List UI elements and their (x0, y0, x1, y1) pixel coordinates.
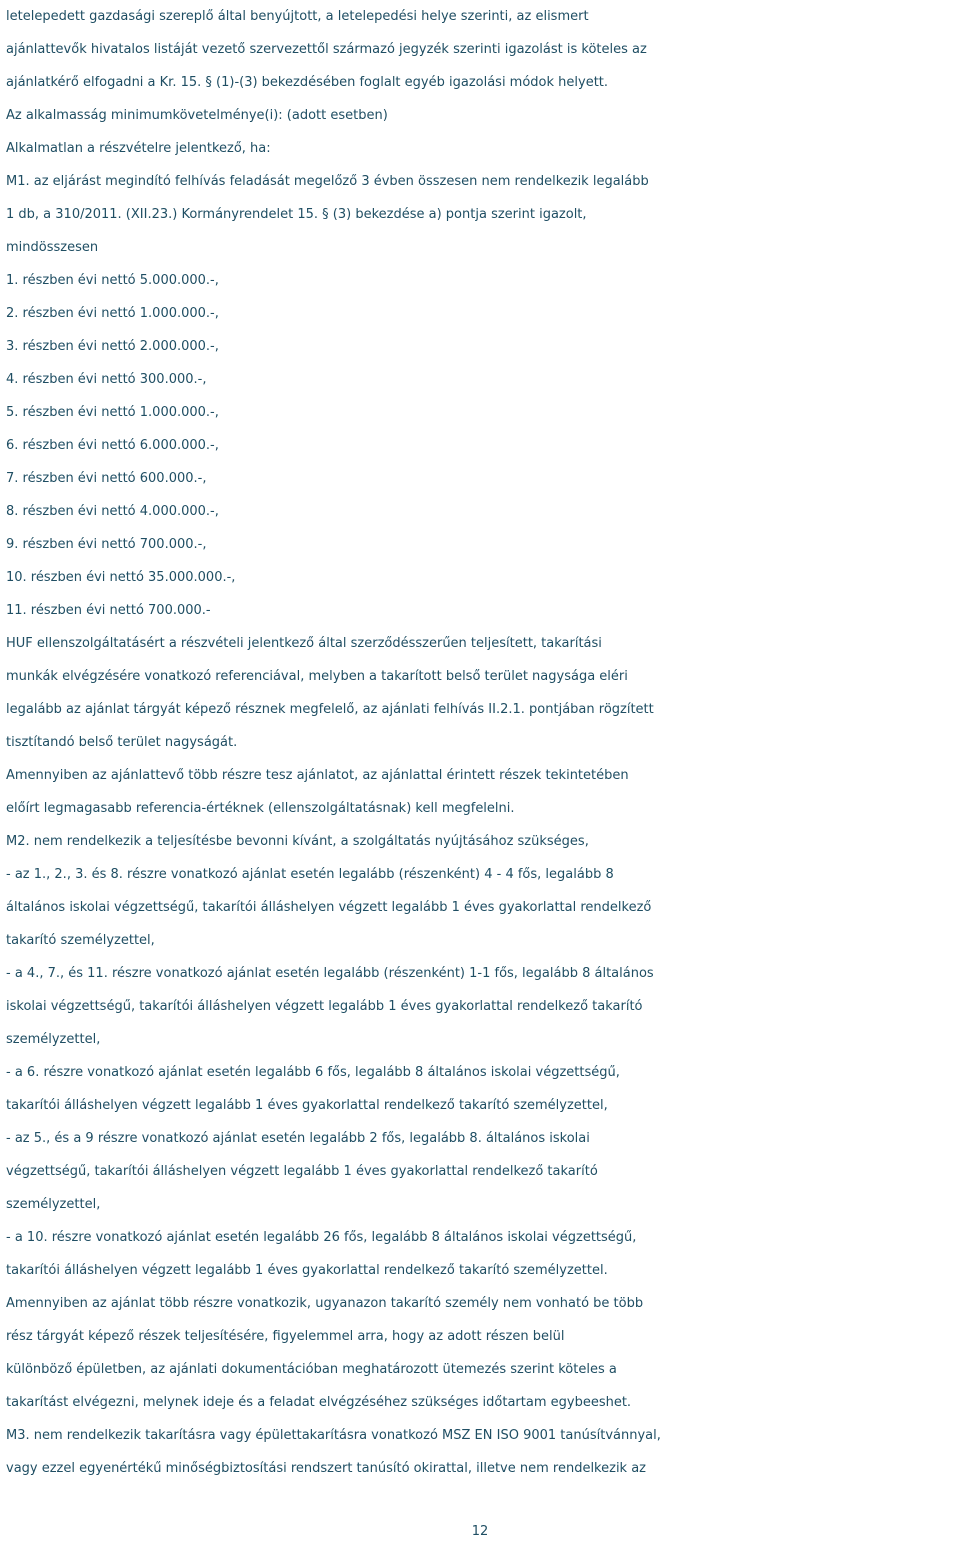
text-line: letelepedett gazdasági szereplő által benyújtott, a letelepedési helye szerinti, az elismert (6, 9, 589, 24)
text-line: 2. részben évi nettó 1.000.000.-, (6, 306, 219, 321)
text-line: Amennyiben az ajánlat több részre vonatkozik, ugyanazon takarító személy nem vonható be több (6, 1296, 644, 1311)
text-line: HUF ellenszolgáltatásért a részvételi jelentkező által szerződésszerűen teljesített, takarítási (6, 636, 602, 651)
text-line: 1. részben évi nettó 5.000.000.-, (6, 273, 219, 288)
text-line: rész tárgyát képező részek teljesítésére, figyelemmel arra, hogy az adott részen belül (6, 1329, 565, 1344)
text-line: személyzettel, (6, 1197, 101, 1212)
text-line: 9. részben évi nettó 700.000.-, (6, 537, 207, 552)
text-line: takarítást elvégezni, melynek ideje és a feladat elvégzéséhez szükséges időtartam egybeeshet. (6, 1395, 632, 1410)
text-line: 11. részben évi nettó 700.000.- (6, 603, 211, 618)
text-line: - a 4., 7., és 11. részre vonatkozó ajánlat esetén legalább (részenként) 1-1 fős, legalább 8 általános (6, 966, 654, 981)
text-line: 8. részben évi nettó 4.000.000.-, (6, 504, 219, 519)
text-line: ajánlattevők hivatalos listáját vezető szervezettől származó jegyzék szerinti igazolást is köteles az (6, 42, 647, 57)
text-line: tisztítandó belső terület nagyságát. (6, 735, 238, 750)
text-line: személyzettel, (6, 1032, 101, 1047)
text-line: M2. nem rendelkezik a teljesítésbe bevonni kívánt, a szolgáltatás nyújtásához szükséges, (6, 834, 589, 849)
text-line: 10. részben évi nettó 35.000.000.-, (6, 570, 236, 585)
text-line: végzettségű, takarítói álláshelyen végzett legalább 1 éves gyakorlattal rendelkező takarító (6, 1164, 598, 1179)
text-line: 7. részben évi nettó 600.000.-, (6, 471, 207, 486)
text-line: M3. nem rendelkezik takarításra vagy épülettakarításra vonatkozó MSZ EN ISO 9001 tanúsítvánnyal, (6, 1428, 661, 1443)
text-line: 1 db, a 310/2011. (XII.23.) Kormányrendelet 15. § (3) bekezdése a) pontja szerint igazolt, (6, 207, 587, 222)
text-line: - a 10. részre vonatkozó ajánlat esetén legalább 26 fős, legalább 8 általános iskolai végzettségű, (6, 1230, 637, 1245)
text-line: takarítói álláshelyen végzett legalább 1 éves gyakorlattal rendelkező takarító személyzettel, (6, 1098, 608, 1113)
text-line: előírt legmagasabb referencia-értéknek (ellenszolgáltatásnak) kell megfelelni. (6, 801, 515, 816)
text-line: munkák elvégzésére vonatkozó referenciával, melyben a takarított belső terület nagysága eléri (6, 669, 628, 684)
text-line: takarítói álláshelyen végzett legalább 1 éves gyakorlattal rendelkező takarító személyzettel. (6, 1263, 608, 1278)
text-line: ajánlatkérő elfogadni a Kr. 15. § (1)-(3) bekezdésében foglalt egyéb igazolási módok helyett. (6, 75, 609, 90)
text-line: - a 6. részre vonatkozó ajánlat esetén legalább 6 fős, legalább 8 általános iskolai végzettségű, (6, 1065, 620, 1080)
text-line: 5. részben évi nettó 1.000.000.-, (6, 405, 219, 420)
text-line: 4. részben évi nettó 300.000.-, (6, 372, 207, 387)
text-line: 6. részben évi nettó 6.000.000.-, (6, 438, 219, 453)
text-line: M1. az eljárást megindító felhívás feladását megelőző 3 évben összesen nem rendelkezik legalább (6, 174, 649, 189)
text-line: vagy ezzel egyenértékű minőségbiztosítási rendszert tanúsító okirattal, illetve nem rendelkezik az (6, 1461, 647, 1476)
text-line: különböző épületben, az ajánlati dokumentációban meghatározott ütemezés szerint köteles a (6, 1362, 617, 1377)
text-line: általános iskolai végzettségű, takarítói álláshelyen végzett legalább 1 éves gyakorlattal rendelkező (6, 900, 652, 915)
text-line: Alkalmatlan a részvételre jelentkező, ha: (6, 141, 271, 156)
text-line: legalább az ajánlat tárgyát képező résznek megfelelő, az ajánlati felhívás II.2.1. pontjában rögzített (6, 702, 654, 717)
text-line: Amennyiben az ajánlattevő több részre tesz ajánlatot, az ajánlattal érintett részek tekintetében (6, 768, 629, 783)
text-line: iskolai végzettségű, takarítói álláshelyen végzett legalább 1 éves gyakorlattal rendelkező takarító (6, 999, 643, 1014)
document-body (6, 0, 956, 1485)
text-line: - az 5., és a 9 részre vonatkozó ajánlat esetén legalább 2 fős, legalább 8. általános iskolai (6, 1131, 590, 1146)
text-line: - az 1., 2., 3. és 8. részre vonatkozó ajánlat esetén legalább (részenként) 4 - 4 fős, legalább 8 (6, 867, 614, 882)
text-line: mindösszesen (6, 240, 99, 255)
text-line: 3. részben évi nettó 2.000.000.-, (6, 339, 219, 354)
page-number: 12 (471, 1524, 489, 1539)
text-line: takarító személyzettel, (6, 933, 155, 948)
text-line: Az alkalmasság minimumkövetelménye(i): (adott esetben) (6, 108, 388, 123)
